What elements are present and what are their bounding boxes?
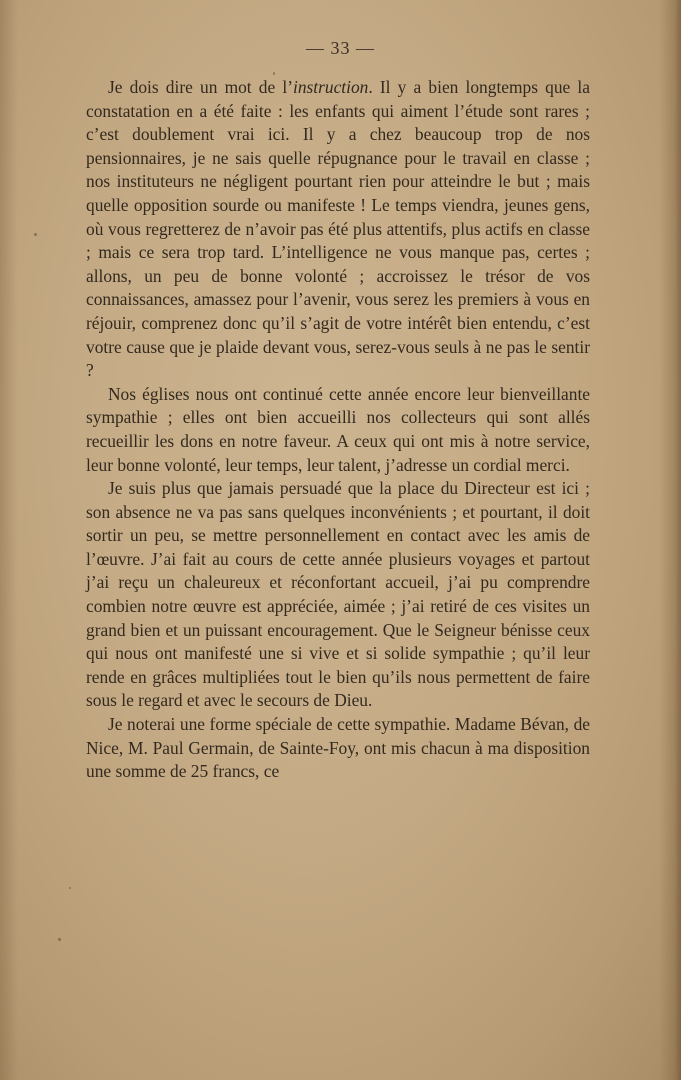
paper-speck [273,72,275,75]
paragraph-1-rest: . Il y a bien longtemps que la constatation en a été faite : les enfants qui aiment l’étude sont rares ; c’est doublement vrai ici. Il y a chez beaucoup trop de nos pensionnaires, je ne sais quelle répugnance pour le travail en classe ; nos instituteurs ne négligent pourtant rien pour atteindre le but ; mais quelle opposition sourde ou manifeste ! Le temps viendra, jeunes gens, où vous regretterez de n’avoir pas été plus attentifs, plus actifs en classe ; mais ce sera trop tard. L’intelligence ne vous manque pas, certes ; allons, un peu de bonne volonté ; accroissez le trésor de vos connaissances, amassez pour l’avenir, vous serez les premiers à vous en réjouir, comprenez donc qu’il s’agit de votre intérêt bien entendu, c’est votre cause que je plaide devant vous, serez-vous seuls à ne pas le sentir ? [86,77,590,381]
paper-speck [58,938,61,941]
paragraph-instruction [86,76,590,383]
paragraph-director: Je suis plus que jamais persuadé que la place du Directeur est ici ; son absence ne va pas sans quelques inconvénients ; et pourtant, il doit sortir un peu, se mettre personnellement en contact avec les amis de l’œuvre. J’ai fait au cours de cette année plusieurs voyages et partout j’ai reçu un chaleureux et réconfortant accueil, j’ai pu comprendre combien notre œuvre est appréciée, aimée ; j’ai retiré de ces visites un grand bien et un puissant encouragement. Que le Seigneur bénisse ceux qui nous ont manifesté une si vive et si solide sympathie ; qu’il leur rende en grâces multipliées tout le bien qu’ils nous permettent de faire sous le regard et avec le secours de Dieu. [86,478,590,711]
page-number: — 33 — [306,38,375,58]
page-gutter-shadow [0,0,18,1080]
paper-speck [69,887,71,889]
body-text [86,76,590,784]
paper-speck [34,233,37,236]
page-edge-shadow [659,0,681,1080]
paragraph-sympathy: Je noterai une forme spéciale de cette sympathie. Madame Bévan, de Nice, M. Paul Germain, de Sainte-Foy, ont mis chacun à ma disposition une somme de 25 francs, ce [86,714,590,782]
paragraph-1-start: Je dois dire un mot de l’ [108,77,293,97]
emphasized-word: instruction [293,77,369,97]
paragraph-churches: Nos églises nous ont continué cette année encore leur bienveillante sympathie ; elles ont bien accueilli nos collecteurs qui sont allés recueillir les dons en notre faveur. A ceux qui ont mis à notre service, leur bonne volonté, leur temps, leur talent, j’adresse un cordial merci. [86,383,590,475]
